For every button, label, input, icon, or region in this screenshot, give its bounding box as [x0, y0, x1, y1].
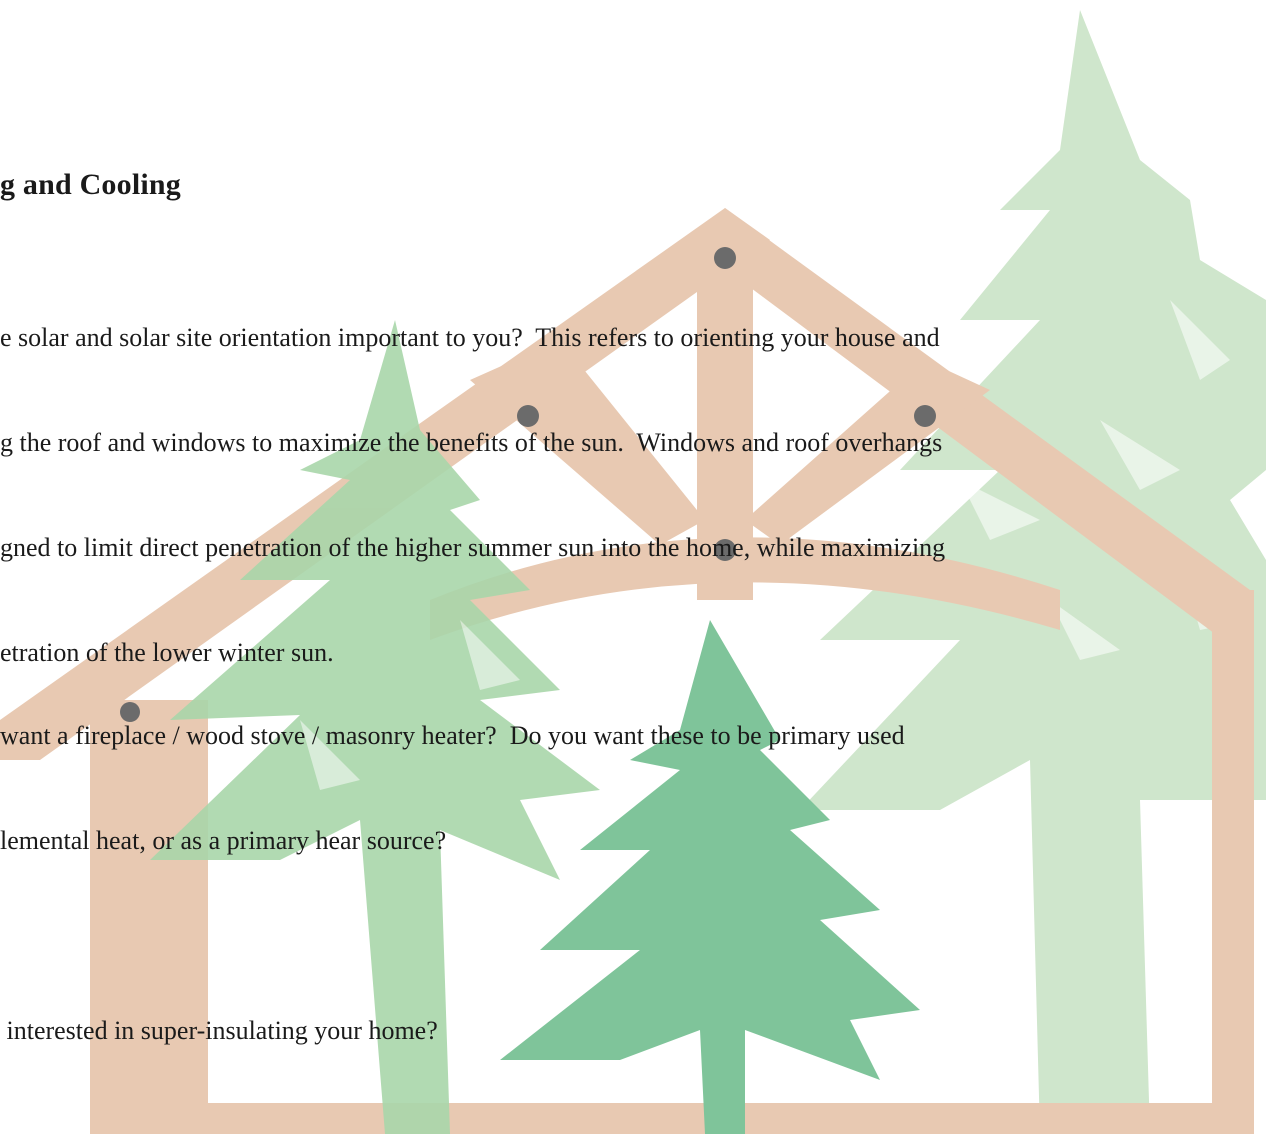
question-fireplace	[0, 648, 905, 928]
section-heading: g and Cooling	[0, 168, 181, 201]
text-line: gned to limit direct penetration of the higher summer sun into the home, while maximizing	[0, 533, 946, 562]
text-line: lemental heat, or as a primary hear source?	[0, 826, 447, 855]
text-line: interested in super-insulating your home?	[0, 1016, 438, 1045]
text-line: g the roof and windows to maximize the benefits of the sun. Windows and roof overhangs	[0, 428, 943, 457]
text-line: e solar and solar site orientation important to you? This refers to orienting your house and	[0, 323, 940, 352]
text-line: etration of the lower winter sun.	[0, 638, 334, 667]
question-super-insulating	[0, 943, 438, 1118]
text-line: want a fireplace / wood stove / masonry heater? Do you want these to be primary used	[0, 721, 905, 750]
